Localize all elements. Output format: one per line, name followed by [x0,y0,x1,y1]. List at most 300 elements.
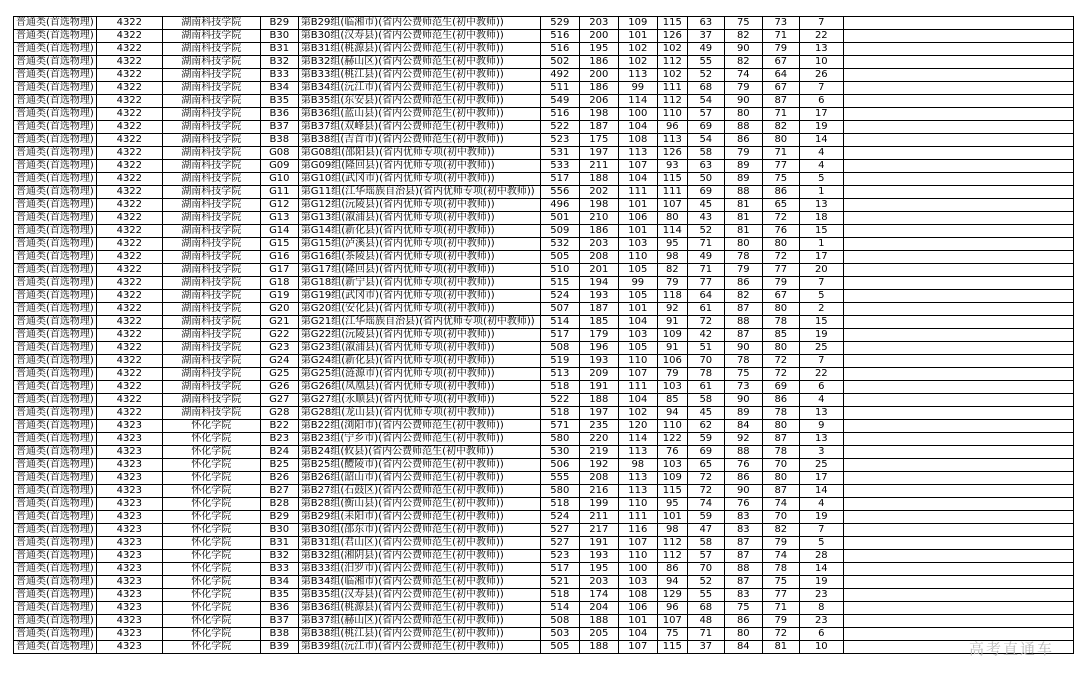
score-cell: 113 [618,69,657,82]
group-name-cell: 第G11组(江华瑶族自治县)(省内优师专项(初中教师)) [298,186,540,199]
group-name-cell: 第B23组(宁乡市)(省内公费师范生(初中教师)) [298,433,540,446]
table-row [14,368,1074,381]
empty-cell [843,381,1073,394]
score-cell: 22 [799,30,843,43]
table-row [14,563,1074,576]
school-code-cell: 4322 [96,316,162,329]
school-name-cell: 湖南科技学院 [162,134,260,147]
score-cell: 101 [618,615,657,628]
score-cell: 52 [687,576,724,589]
score-cell: 197 [579,147,618,160]
category-cell: 普通类(首选物理) [14,264,97,277]
score-cell: 5 [799,537,843,550]
score-cell: 77 [762,264,799,277]
score-cell: 75 [724,368,762,381]
category-cell: 普通类(首选物理) [14,238,97,251]
category-cell: 普通类(首选物理) [14,589,97,602]
table-row [14,602,1074,615]
empty-cell [843,121,1073,134]
school-code-cell: 4322 [96,160,162,173]
category-cell: 普通类(首选物理) [14,147,97,160]
school-name-cell: 怀化学院 [162,446,260,459]
score-cell: 67 [762,290,799,303]
score-cell: 110 [618,355,657,368]
score-cell: 517 [540,173,579,186]
score-cell: 58 [687,537,724,550]
score-cell: 513 [540,368,579,381]
group-name-cell: 第G22组(沅陵县)(省内优师专项(初中教师)) [298,329,540,342]
score-cell: 10 [799,56,843,69]
group-name-cell: 第B32组(湘阴县)(省内公费师范生(初中教师)) [298,550,540,563]
table-row [14,212,1074,225]
table-row [14,407,1074,420]
score-cell: 58 [687,147,724,160]
score-cell: 514 [540,602,579,615]
school-code-cell: 4322 [96,147,162,160]
score-cell: 80 [762,420,799,433]
school-name-cell: 湖南科技学院 [162,368,260,381]
score-cell: 75 [657,628,687,641]
score-cell: 72 [762,251,799,264]
score-cell: 78 [762,563,799,576]
score-cell: 80 [724,628,762,641]
score-cell: 203 [579,238,618,251]
category-cell: 普通类(首选物理) [14,394,97,407]
score-cell: 210 [579,212,618,225]
score-cell: 556 [540,186,579,199]
score-cell: 55 [687,589,724,602]
group-name-cell: 第G15组(泸溪县)(省内优师专项(初中教师)) [298,238,540,251]
score-cell: 108 [618,134,657,147]
score-cell: 98 [657,251,687,264]
school-code-cell: 4322 [96,82,162,95]
score-cell: 73 [724,381,762,394]
category-cell: 普通类(首选物理) [14,95,97,108]
score-cell: 518 [540,498,579,511]
score-table-body [14,17,1074,654]
category-cell: 普通类(首选物理) [14,160,97,173]
empty-cell [843,17,1073,30]
category-cell: 普通类(首选物理) [14,17,97,30]
school-name-cell: 湖南科技学院 [162,186,260,199]
category-cell: 普通类(首选物理) [14,290,97,303]
score-cell: 580 [540,485,579,498]
score-cell: 87 [724,576,762,589]
empty-cell [843,433,1073,446]
table-row [14,225,1074,238]
score-cell: 102 [657,43,687,56]
score-cell: 505 [540,251,579,264]
score-cell: 90 [724,342,762,355]
score-cell: 86 [762,186,799,199]
school-code-cell: 4323 [96,628,162,641]
score-cell: 92 [724,433,762,446]
group-name-cell: 第B25组(醴陵市)(省内公费师范生(初中教师)) [298,459,540,472]
score-cell: 219 [579,446,618,459]
score-cell: 75 [724,602,762,615]
school-name-cell: 湖南科技学院 [162,160,260,173]
score-cell: 522 [540,394,579,407]
score-cell: 110 [657,420,687,433]
category-cell: 普通类(首选物理) [14,498,97,511]
score-cell: 4 [799,394,843,407]
empty-cell [843,511,1073,524]
score-cell: 187 [579,121,618,134]
score-cell: 200 [579,30,618,43]
group-code-cell: B30 [260,524,298,537]
school-name-cell: 湖南科技学院 [162,225,260,238]
score-cell: 206 [579,95,618,108]
empty-cell [843,485,1073,498]
score-cell: 26 [799,69,843,82]
score-cell: 106 [618,212,657,225]
group-code-cell: B33 [260,69,298,82]
score-cell: 179 [579,329,618,342]
table-row [14,264,1074,277]
score-cell: 106 [657,355,687,368]
group-code-cell: G20 [260,303,298,316]
score-cell: 55 [687,56,724,69]
empty-cell [843,69,1073,82]
empty-cell [843,134,1073,147]
table-row [14,537,1074,550]
score-cell: 71 [687,238,724,251]
school-name-cell: 湖南科技学院 [162,147,260,160]
empty-cell [843,342,1073,355]
school-code-cell: 4322 [96,355,162,368]
score-cell: 25 [799,342,843,355]
table-row [14,69,1074,82]
score-cell: 193 [579,355,618,368]
table-row [14,524,1074,537]
score-cell: 78 [724,251,762,264]
score-cell: 72 [687,316,724,329]
group-name-cell: 第G18组(新宁县)(省内优师专项(初中教师)) [298,277,540,290]
score-cell: 126 [657,147,687,160]
score-cell: 188 [579,615,618,628]
score-cell: 110 [618,550,657,563]
table-row [14,56,1074,69]
school-code-cell: 4323 [96,433,162,446]
group-name-cell: 第B35组(汉寿县)(省内公费师范生(初中教师)) [298,589,540,602]
table-row [14,30,1074,43]
score-cell: 90 [724,43,762,56]
table-row [14,17,1074,30]
score-cell: 126 [657,30,687,43]
score-cell: 103 [657,381,687,394]
empty-cell [843,407,1073,420]
school-name-cell: 怀化学院 [162,628,260,641]
score-cell: 20 [799,264,843,277]
group-name-cell: 第G21组(江华瑶族自治县)(省内优师专项(初中教师)) [298,316,540,329]
empty-cell [843,199,1073,212]
score-cell: 87 [762,95,799,108]
score-cell: 80 [724,108,762,121]
score-cell: 69 [687,446,724,459]
group-name-cell: 第B35组(东安县)(省内公费师范生(初中教师)) [298,95,540,108]
group-code-cell: G17 [260,264,298,277]
table-row [14,433,1074,446]
category-cell: 普通类(首选物理) [14,30,97,43]
score-cell: 555 [540,472,579,485]
category-cell: 普通类(首选物理) [14,225,97,238]
category-cell: 普通类(首选物理) [14,446,97,459]
score-cell: 86 [724,277,762,290]
score-cell: 113 [618,147,657,160]
school-code-cell: 4322 [96,381,162,394]
group-code-cell: B32 [260,550,298,563]
score-cell: 89 [724,173,762,186]
score-cell: 188 [579,394,618,407]
score-cell: 108 [618,589,657,602]
score-cell: 112 [657,537,687,550]
group-name-cell: 第B37组(赫山区)(省内公费师范生(初中教师)) [298,615,540,628]
school-code-cell: 4322 [96,251,162,264]
score-cell: 516 [540,43,579,56]
score-cell: 42 [687,329,724,342]
score-cell: 37 [687,641,724,654]
category-cell: 普通类(首选物理) [14,316,97,329]
score-cell: 7 [799,355,843,368]
score-cell: 67 [762,82,799,95]
category-cell: 普通类(首选物理) [14,576,97,589]
group-code-cell: G27 [260,394,298,407]
score-cell: 17 [799,472,843,485]
score-cell: 71 [762,30,799,43]
school-name-cell: 湖南科技学院 [162,303,260,316]
score-cell: 83 [724,524,762,537]
score-cell: 193 [579,290,618,303]
score-cell: 15 [799,316,843,329]
score-cell: 492 [540,69,579,82]
admission-score-sheet [13,16,1074,654]
group-name-cell: 第G28组(龙山县)(省内优师专项(初中教师)) [298,407,540,420]
score-cell: 102 [618,407,657,420]
school-code-cell: 4323 [96,537,162,550]
score-cell: 19 [799,329,843,342]
group-code-cell: B27 [260,485,298,498]
score-cell: 87 [724,329,762,342]
empty-cell [843,550,1073,563]
score-cell: 532 [540,238,579,251]
score-cell: 199 [579,498,618,511]
school-name-cell: 怀化学院 [162,459,260,472]
school-name-cell: 怀化学院 [162,420,260,433]
category-cell: 普通类(首选物理) [14,485,97,498]
score-cell: 59 [687,511,724,524]
school-name-cell: 怀化学院 [162,498,260,511]
group-code-cell: B29 [260,17,298,30]
table-row [14,641,1074,654]
group-code-cell: B38 [260,628,298,641]
category-cell: 普通类(首选物理) [14,563,97,576]
score-cell: 118 [657,290,687,303]
score-cell: 523 [540,550,579,563]
score-cell: 80 [657,212,687,225]
table-row [14,108,1074,121]
score-cell: 92 [657,303,687,316]
score-cell: 208 [579,251,618,264]
score-cell: 75 [762,173,799,186]
category-cell: 普通类(首选物理) [14,56,97,69]
score-cell: 101 [618,30,657,43]
school-name-cell: 湖南科技学院 [162,199,260,212]
score-cell: 129 [657,589,687,602]
score-cell: 515 [540,277,579,290]
score-cell: 506 [540,459,579,472]
score-cell: 531 [540,147,579,160]
school-code-cell: 4323 [96,524,162,537]
score-cell: 14 [799,485,843,498]
school-name-cell: 湖南科技学院 [162,56,260,69]
score-cell: 79 [724,147,762,160]
group-name-cell: 第G26组(凤凰县)(省内优师专项(初中教师)) [298,381,540,394]
group-name-cell: 第G24组(新化县)(省内优师专项(初中教师)) [298,355,540,368]
school-name-cell: 湖南科技学院 [162,30,260,43]
school-name-cell: 湖南科技学院 [162,290,260,303]
table-row [14,134,1074,147]
score-cell: 109 [657,472,687,485]
school-name-cell: 湖南科技学院 [162,381,260,394]
category-cell: 普通类(首选物理) [14,459,97,472]
category-cell: 普通类(首选物理) [14,407,97,420]
score-cell: 508 [540,615,579,628]
empty-cell [843,602,1073,615]
empty-cell [843,368,1073,381]
score-cell: 28 [799,550,843,563]
group-code-cell: G12 [260,199,298,212]
school-code-cell: 4322 [96,277,162,290]
score-cell: 5 [799,290,843,303]
school-name-cell: 怀化学院 [162,576,260,589]
score-cell: 100 [618,563,657,576]
score-cell: 84 [724,420,762,433]
group-code-cell: G21 [260,316,298,329]
score-cell: 61 [687,381,724,394]
table-row [14,147,1074,160]
score-cell: 102 [618,56,657,69]
score-cell: 37 [687,30,724,43]
school-code-cell: 4322 [96,199,162,212]
table-row [14,615,1074,628]
group-name-cell: 第B36组(桃源县)(省内公费师范生(初中教师)) [298,602,540,615]
school-code-cell: 4322 [96,238,162,251]
score-cell: 87 [762,433,799,446]
group-name-cell: 第B32组(赫山区)(省内公费师范生(初中教师)) [298,56,540,69]
score-cell: 74 [762,498,799,511]
score-cell: 110 [618,251,657,264]
table-row [14,446,1074,459]
score-cell: 47 [687,524,724,537]
score-cell: 205 [579,628,618,641]
score-cell: 107 [618,641,657,654]
score-cell: 197 [579,407,618,420]
group-name-cell: 第B31组(君山区)(省内公费师范生(初中教师)) [298,537,540,550]
score-cell: 510 [540,264,579,277]
score-cell: 116 [618,524,657,537]
score-cell: 188 [579,173,618,186]
empty-cell [843,576,1073,589]
score-cell: 3 [799,446,843,459]
score-cell: 72 [762,355,799,368]
school-code-cell: 4322 [96,134,162,147]
score-cell: 71 [762,108,799,121]
score-cell: 1 [799,186,843,199]
score-cell: 87 [724,550,762,563]
group-name-cell: 第G23组(溆浦县)(省内优师专项(初中教师)) [298,342,540,355]
score-cell: 78 [687,368,724,381]
score-cell: 106 [618,602,657,615]
school-name-cell: 湖南科技学院 [162,121,260,134]
score-cell: 202 [579,186,618,199]
score-cell: 54 [687,95,724,108]
category-cell: 普通类(首选物理) [14,82,97,95]
table-row [14,199,1074,212]
score-cell: 79 [657,277,687,290]
group-code-cell: G15 [260,238,298,251]
score-cell: 49 [687,43,724,56]
group-name-cell: 第B38组(桃江县)(省内公费师范生(初中教师)) [298,628,540,641]
school-code-cell: 4323 [96,563,162,576]
school-name-cell: 怀化学院 [162,589,260,602]
school-name-cell: 湖南科技学院 [162,212,260,225]
score-cell: 95 [657,498,687,511]
score-cell: 98 [657,524,687,537]
group-code-cell: B34 [260,576,298,589]
school-code-cell: 4322 [96,17,162,30]
score-cell: 7 [799,524,843,537]
score-cell: 80 [762,134,799,147]
empty-cell [843,238,1073,251]
score-cell: 211 [579,160,618,173]
score-cell: 191 [579,537,618,550]
score-cell: 105 [618,342,657,355]
score-cell: 78 [762,407,799,420]
score-cell: 110 [657,108,687,121]
table-row [14,329,1074,342]
score-cell: 196 [579,342,618,355]
group-code-cell: G23 [260,342,298,355]
score-cell: 5 [799,173,843,186]
group-code-cell: B30 [260,30,298,43]
empty-cell [843,43,1073,56]
score-cell: 72 [687,485,724,498]
score-cell: 69 [687,186,724,199]
school-code-cell: 4322 [96,290,162,303]
school-name-cell: 湖南科技学院 [162,108,260,121]
score-cell: 100 [618,108,657,121]
score-cell: 107 [618,368,657,381]
empty-cell [843,56,1073,69]
group-name-cell: 第B36组(蓝山县)(省内公费师范生(初中教师)) [298,108,540,121]
score-cell: 114 [657,225,687,238]
score-cell: 86 [657,563,687,576]
empty-cell [843,160,1073,173]
score-cell: 65 [687,459,724,472]
score-cell: 13 [799,433,843,446]
school-code-cell: 4323 [96,459,162,472]
empty-cell [843,563,1073,576]
school-code-cell: 4322 [96,30,162,43]
group-code-cell: B31 [260,537,298,550]
group-code-cell: B25 [260,459,298,472]
score-cell: 54 [687,134,724,147]
score-cell: 511 [540,82,579,95]
score-cell: 63 [687,160,724,173]
score-cell: 71 [762,147,799,160]
score-cell: 79 [762,43,799,56]
empty-cell [843,147,1073,160]
